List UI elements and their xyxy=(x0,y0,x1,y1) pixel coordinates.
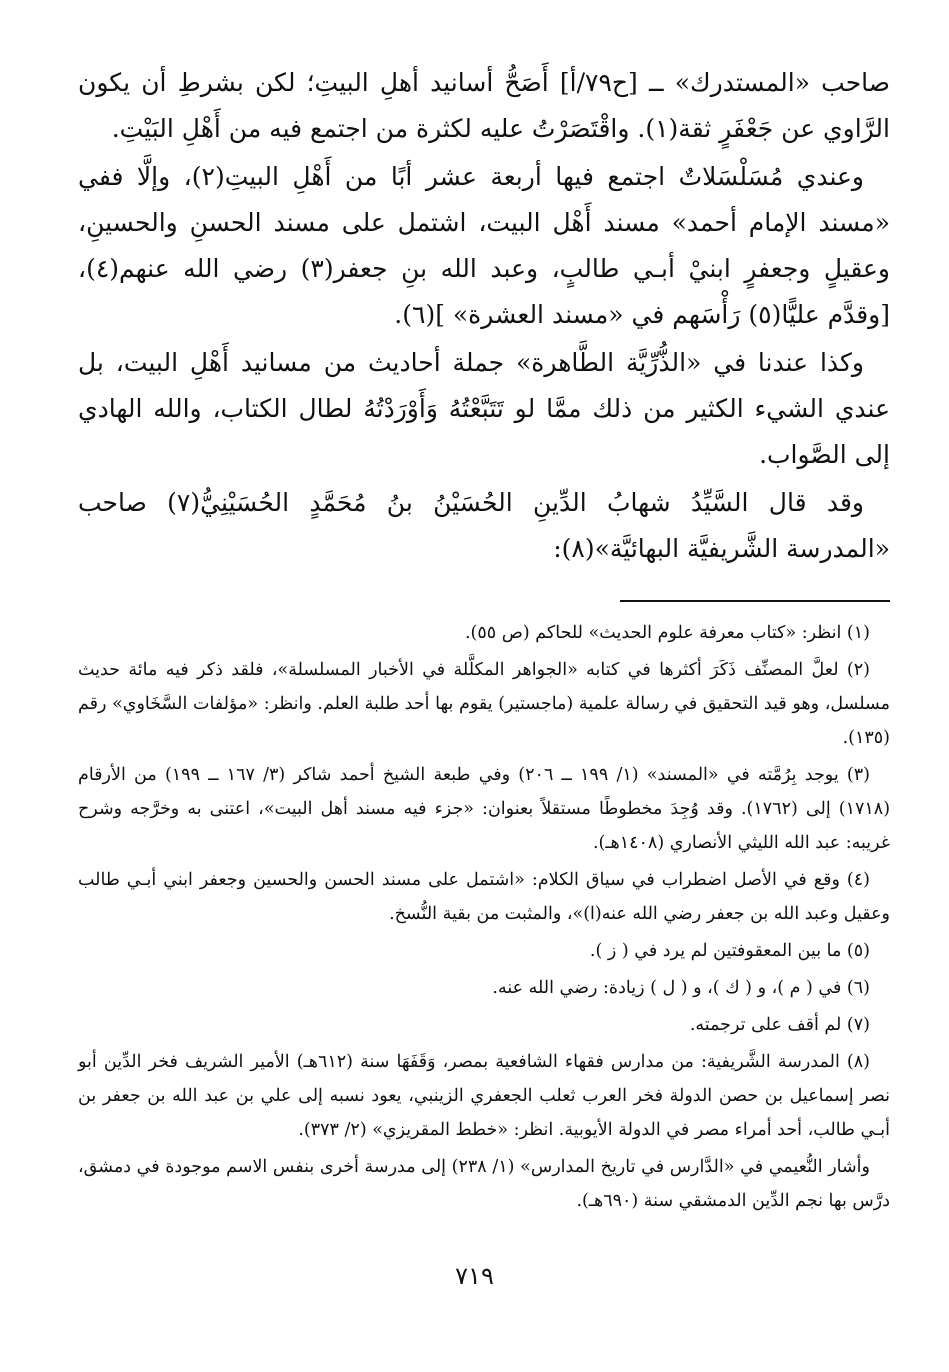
footnote-2: (٢) لعلَّ المصنِّف ذَكَرَ أكثرها في كتابه «الجواهر المكلَّلة في الأخبار المسلسلة»، فلقد ذكر فيه مائة حديث مسلسل، وهو قيد التحقيق في رسالة علمية (ماجستير) يقوم بها أحد طلبة العلم. وانظر: «مؤلفات السَّخَاوي» رقم (١٣٥). xyxy=(78,660,890,748)
book-page xyxy=(78,60,890,1360)
paragraph-1: صاحب «المستدرك» ــ [ح٧٩/أ] أَصَحُّ أسانيد أهلِ البيتِ؛ لكن بشرطِ أن يكون الرَّاوي عن جَعْفَرٍ ثقة(١). واقْتَصَرْتُ عليه لكثرة من اجتمع فيه من أَهْلِ البَيْتِ. xyxy=(78,68,891,143)
footnote-5: (٥) ما بين المعقوفتين لم يرد في ( ز ). xyxy=(589,941,870,961)
footnote-1: (١) انظر: «كتاب معرفة علوم الحديث» للحاكم (ص ٥٥). xyxy=(464,623,870,643)
main-text xyxy=(78,60,890,572)
footnote-6: (٦) في ( م )، و ( ك )، و ( ل ) زيادة: رضي الله عنه. xyxy=(492,978,870,998)
footnote-3: (٣) يوجد بِرُمَّته في «المسند» (١/ ١٩٩ ــ ٢٠٦) وفي طبعة الشيخ أحمد شاكر (٣/ ١٦٧ ــ ١٩٩) من الأرقام (١٧١٨) إلى (١٧٦٢). وقد وُجِدَ مخطوطًا مستقلاً بعنوان: «جزء فيه مسند أهل البيت»، اعتنى به وخرَّجه وشرح غريبه: عبد الله الليثي الأنصاري (١٤٠٨هـ). xyxy=(78,765,891,853)
footnote-7: (٧) لم أقف على ترجمته. xyxy=(689,1015,870,1035)
paragraph-2: وعندي مُسَلْسَلاتٌ اجتمع فيها أربعة عشر أبًا من أَهْلِ البيتِ(٢)، وإلَّا ففي «مسند الإمام أحمد» مسند أَهْل البيت، اشتمل على مسند الحسنِ والحسينِ، وعقيلٍ وجعفرٍ ابنيْ أبـي طالبٍ، وعبد الله بنِ جعفر(٣) رضي الله عنهم(٤)، [وقدَّم عليًّا(٥) رَأْسَهم في «مسند العشرة» ](٦). xyxy=(78,162,890,329)
paragraph-3: وكذا عندنا في «الذُّرِّيَّة الطَّاهرة» جملة أحاديث من مسانيد أَهْلِ البيت، بل عندي الشيء الكثير من ذلك ممَّا لو تَتَبَّعْتُهُ وَأَوْرَدْتُهُ لطال الكتاب، والله الهادي إلى الصَّواب. xyxy=(78,348,890,469)
page-number: ٧١٩ xyxy=(455,1262,494,1290)
paragraph-4: وقد قال السَّيِّدُ شهابُ الدِّينِ الحُسَيْنُ بنُ مُحَمَّدٍ الحُسَيْنِيُّ(٧) صاحب «المدرسة الشَّريفيَّة البهائيَّة»(٨): xyxy=(78,488,890,563)
footnote-8-continued: وأشار النُّعيمي في «الدَّارس في تاريخ المدارس» (١/ ٢٣٨) إلى مدرسة أخرى بنفس الاسم موجودة في دمشق، درَّس بها نجم الدِّين الدمشقي سنة (٦٩٠هـ). xyxy=(78,1157,890,1211)
footnote-4: (٤) وقع في الأصل اضطراب في سياق الكلام: «اشتمل على مسند الحسن والحسين وجعفر ابني أبـي طالب وعقيل وعبد الله بن جعفر رضي الله عنه(ا)»، والمثبت من بقية النُّسخ. xyxy=(78,870,890,924)
footnotes xyxy=(78,616,890,1218)
footnote-8: (٨) المدرسة الشَّريفية: من مدارس فقهاء الشافعية بمصر، وَقَفَهَا سنة (٦١٢هـ) الأمير الشريف فخر الدِّين أبو نصر إسماعيل بن حصن الدولة فخر العرب ثعلب الجعفري الزينبي، يعود نسبه إلى علي بن عبد الله بن جعفر بن أبـي طالب، أحد أمراء مصر في الدولة الأيوبية. انظر: «خطط المقريزي» (٢/ ٣٧٣). xyxy=(78,1052,890,1140)
footnote-divider xyxy=(620,600,890,602)
